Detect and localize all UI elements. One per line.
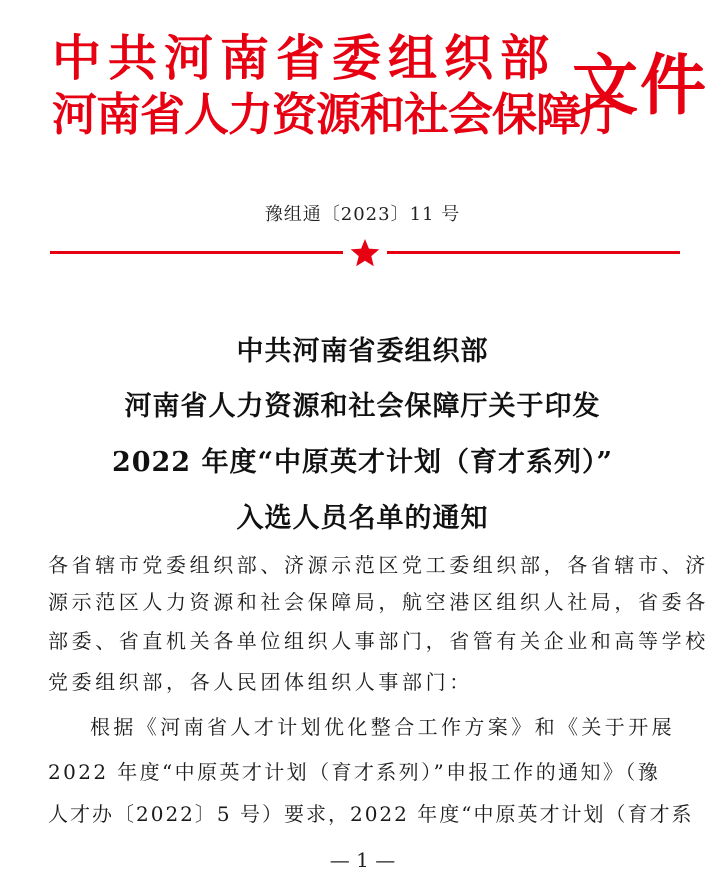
divider-line-left [50, 251, 343, 254]
title-line-2: 河南省人力资源和社会保障厅关于印发 [124, 391, 601, 422]
addressee-line-3: 部委、省直机关各单位组织人事部门，省管有关企业和高等学校 [48, 629, 709, 653]
red-divider [50, 238, 680, 268]
title-line-3: 2022 年度“中原英才计划（育才系列）” [111, 447, 614, 478]
divider-line-right [387, 251, 680, 254]
addressee-line-1: 各省辖市党委组织部、济源示范区党工委组织部，各省辖市、济 [48, 553, 709, 577]
addressee-line-2: 源示范区人力资源和社会保障局，航空港区组织人社局，省委各 [48, 590, 709, 614]
body-paragraph-line-3: 人才办〔2022〕5 号）要求，2022 年度“中原英才计划（育才系 [48, 802, 694, 826]
body-paragraph-line-1: 根据《河南省人才计划优化整合工作方案》和《关于开展 [90, 715, 675, 739]
page-number: — 1 — [329, 848, 396, 872]
addressee-line-4: 党委组织部，各人民团体组织人事部门： [48, 670, 473, 694]
star-icon [351, 239, 380, 266]
document-header [0, 0, 725, 160]
issuer-line-1: 中共河南省委组织部 [52, 29, 557, 87]
title-line-1: 中共河南省委组织部 [236, 336, 489, 367]
body-paragraph-line-2: 2022 年度“中原英才计划（育才系列）”申报工作的通知》（豫 [48, 760, 661, 784]
doc-type-label: 文件 [572, 46, 708, 124]
document-number: 豫组通〔2023〕11 号 [264, 204, 461, 225]
issuer-line-2: 河南省人力资源和社会保障厅 [52, 88, 625, 141]
title-line-4: 入选人员名单的通知 [236, 503, 489, 534]
